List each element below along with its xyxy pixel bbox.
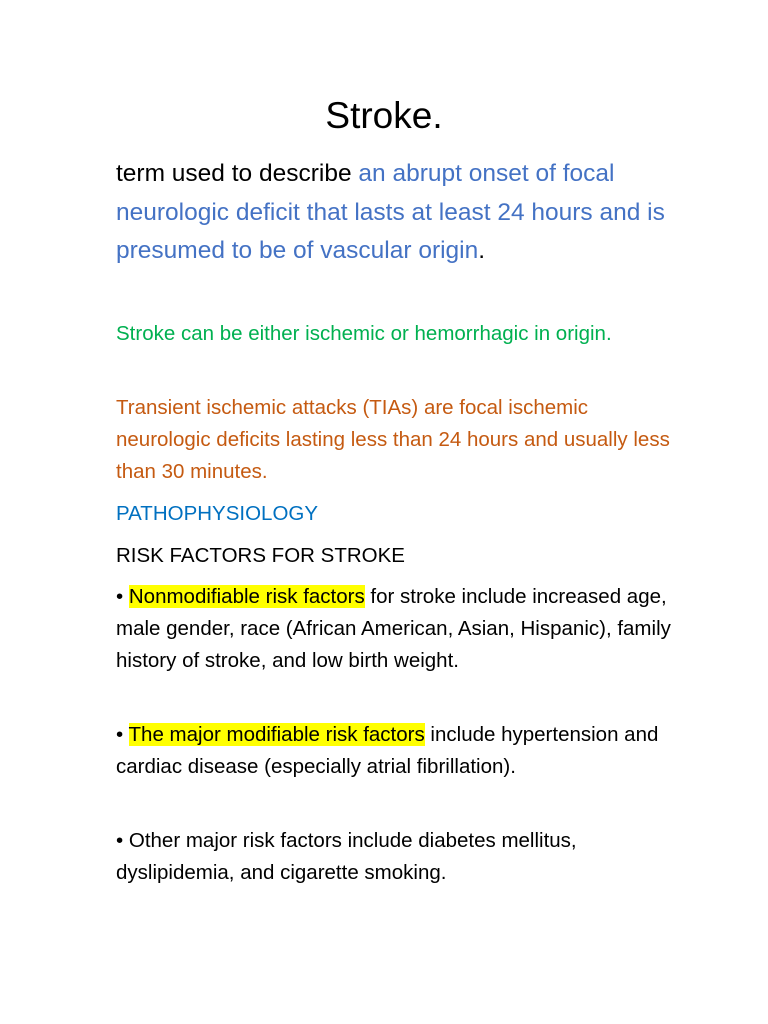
- bullet-marker: •: [116, 829, 129, 852]
- bullet-marker: •: [116, 585, 129, 608]
- bullet-text: include hypertension and cardiac disease (especially atrial fibrillation).: [116, 723, 659, 778]
- highlighted-term: The major modifiable risk factors: [128, 723, 425, 746]
- bullet-other: [116, 825, 676, 889]
- bullet-nonmodifiable: [116, 581, 676, 677]
- bullet-marker: •: [116, 723, 129, 746]
- pathophysiology-heading: PATHOPHYSIOLOGY: [116, 502, 319, 525]
- stroke-types-paragraph: Stroke can be either ischemic or hemorrhagic in origin.: [116, 322, 612, 345]
- bullet-text: for stroke include increased age, male gender, race (African American, Asian, Hispanic), family history of stroke, and low birth weight.: [116, 585, 671, 672]
- definition-lead: term used to describe: [116, 160, 359, 187]
- highlighted-term: Nonmodifiable risk factors: [128, 585, 365, 608]
- tia-paragraph: Transient ischemic attacks (TIAs) are focal ischemic neurologic deficits lasting less than 24 hours and usually less than 30 minutes.: [116, 396, 670, 483]
- definition-end: .: [478, 237, 486, 264]
- bullet-modifiable: [116, 719, 676, 783]
- definition-paragraph: [116, 155, 676, 271]
- bullet-text: Other major risk factors include diabetes mellitus, dyslipidemia, and cigarette smoking.: [116, 829, 577, 884]
- page-title: Stroke.: [325, 95, 443, 136]
- risk-factors-heading: RISK FACTORS FOR STROKE: [116, 544, 405, 567]
- definition-highlight: an abrupt onset of focal neurologic deficit that lasts at least 24 hours and is presumed to be of vascular origin: [116, 160, 665, 264]
